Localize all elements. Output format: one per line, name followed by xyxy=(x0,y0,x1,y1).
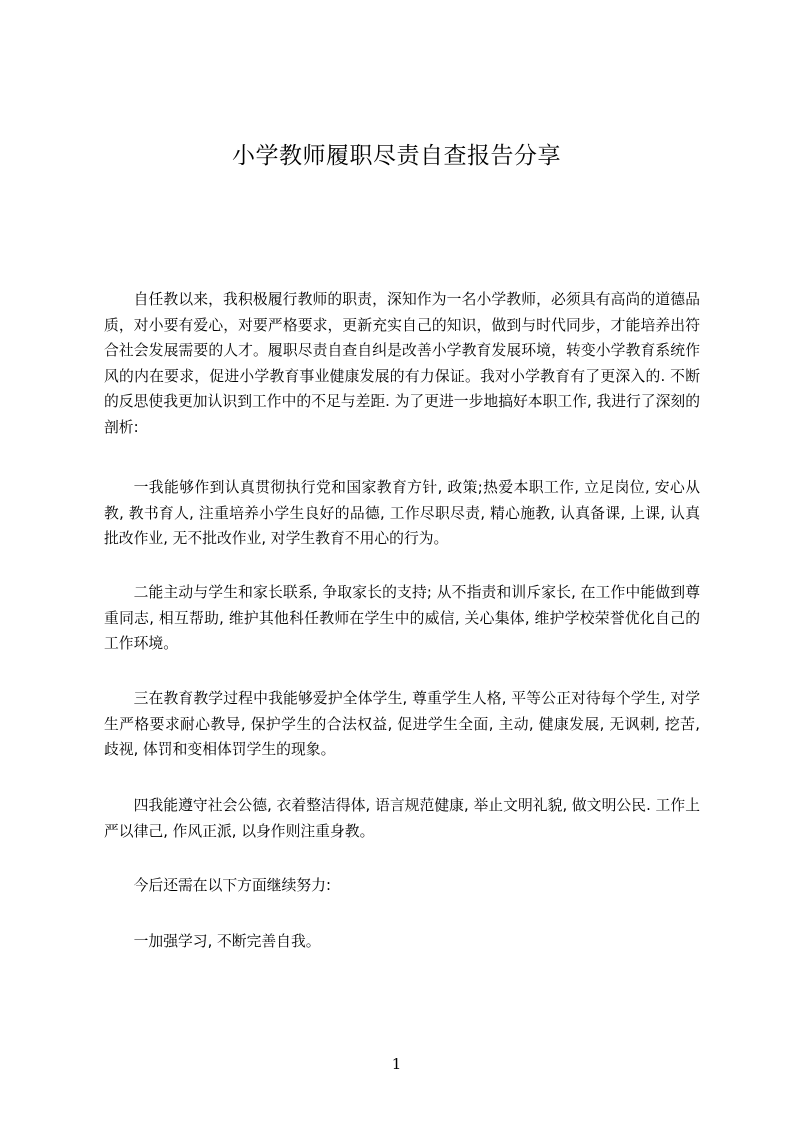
page-number: 1 xyxy=(391,1055,402,1073)
paragraph-future-point-1: 一加强学习, 不断完善自我。 xyxy=(133,933,321,950)
paragraph-point-1: 一我能够作到认真贯彻执行党和国家教育方针, 政策;热爱本职工作, 立足岗位, 安心从教, 教书育人, 注重培养小学生良好的品德, 工作尽职尽责, 精心施教, 认真备课, 上课, 认真批改作业, 无不批改作业, 对学生教育不用心的行为。 xyxy=(104,479,700,548)
document-title: 小学教师履职尽责自查报告分享 xyxy=(232,143,561,169)
paragraph-future-intro: 今后还需在以下方面继续努力: xyxy=(133,877,331,894)
paragraph-point-3: 三在教育教学过程中我能够爱护全体学生, 尊重学生人格, 平等公正对待每个学生, 对学生严格要求耐心教导, 保护学生的合法权益, 促进学生全面, 主动, 健康发展, 无讽刺, 挖苦, 歧视, 体罚和变相体罚学生的现象。 xyxy=(104,690,700,759)
paragraph-point-4: 四我能遵守社会公德, 衣着整洁得体, 语言规范健康, 举止文明礼貌, 做文明公民. 工作上严以律己, 作风正派, 以身作则注重身教。 xyxy=(104,797,700,840)
paragraph-intro: 自任教以来，我积极履行教师的职责，深知作为一名小学教师，必须具有高尚的道德品质，对小要有爱心，对要严格要求，更新充实自己的知识，做到与时代同步，才能培养出符合社会发展需要的人才。履职尽责自查自纠是改善小学教育发展环境，转变小学教育系统作风的内在要求，促进小学教育事业健康发展的有力保证。我对小学教育有了更深入的. 不断的反思使我更加认识到工作中的不足与差距. 为了更进一步地搞好本职工作, 我进行了深刻的剖析: xyxy=(104,291,700,436)
paragraph-point-2: 二能主动与学生和家长联系, 争取家长的支持; 从不指责和训斥家长, 在工作中能做到尊重同志, 相互帮助, 维护其他科任教师在学生中的威信, 关心集体, 维护学校荣誉优化自己的工作环境。 xyxy=(104,584,700,653)
